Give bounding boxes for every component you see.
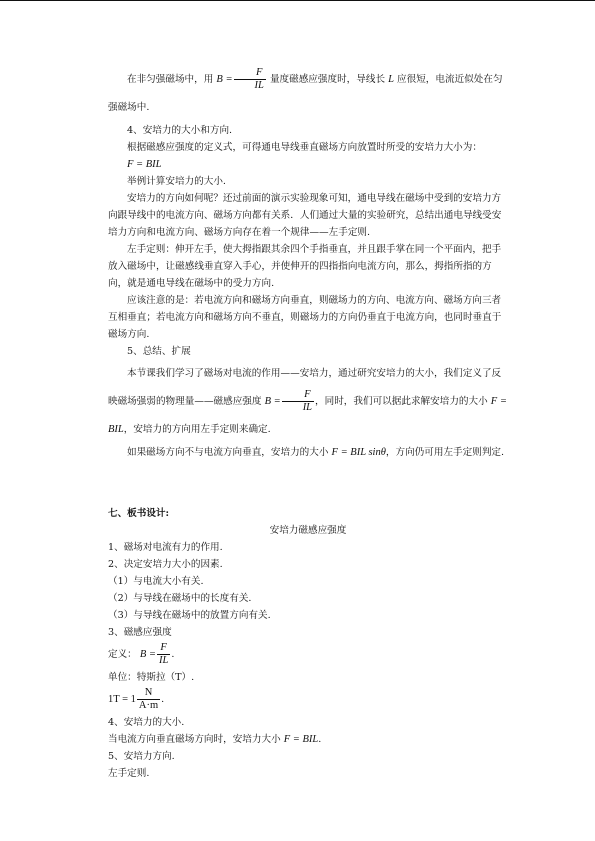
- paragraph-summary: [108, 360, 508, 444]
- text-span: .: [161, 694, 165, 705]
- fraction-F-over-IL: [234, 67, 266, 92]
- math-b-eq: B =: [216, 74, 233, 85]
- paragraph-example: 举例计算安培力的大小.: [127, 176, 226, 187]
- formula-F-BIL: F = BIL: [283, 734, 319, 745]
- fraction-denominator: IL: [254, 80, 264, 92]
- heading-summary: 5、总结、扩展: [127, 346, 191, 357]
- text-span: .: [318, 734, 322, 745]
- text-span: 如果磁场方向不与电流方向垂直，安培力的大小: [127, 447, 329, 458]
- text-span: .: [171, 649, 175, 660]
- text-span: 1T = 1: [108, 694, 136, 705]
- board-line: 2、决定安培力大小的因素.: [108, 559, 223, 570]
- paragraph-force-direction: 安培力的方向如何呢？还过前面的演示实验现象可知，通电导线在磁场中受到的安培力方向跟导线中的电流方向、磁场方向都有关系．人们通过大量的实验研究，总结出通电导线受安培力方向和电流方向、磁场方向存在着一个规律——左手定则.: [108, 193, 502, 238]
- paragraph-left-hand-rule: 左手定则：伸开左手，使大拇指跟其余四个手指垂直，并且跟手掌在同一个平面内，把手放入磁场中，让磁感线垂直穿入手心，并使伸开的四指指向电流方向，那么，拇指所指的方向，就是通电导线在磁场中的受力方向.: [108, 244, 502, 289]
- text-span: ，安培力的方向用左手定则来确定.: [123, 424, 271, 435]
- board-definition: [108, 641, 508, 669]
- formula-B-definition: [264, 389, 315, 414]
- board-line: 5、安培力方向.: [108, 751, 175, 762]
- fraction-numerator: N: [137, 687, 160, 700]
- math-b-eq: B =: [264, 396, 281, 407]
- paragraph-nonuniform-field: [108, 66, 508, 122]
- paragraph-definition: 根据磁感应强度的定义式，可得通电导线垂直磁场方向放置时所受的安培力大小为：: [127, 142, 482, 153]
- fraction-F-over-IL: [157, 642, 170, 667]
- text-span: 本节课我们学习了磁场对电流的作用——安培力，通过研究安培力的大小，我们定义了反映磁场强弱的物理量——磁感应强度: [108, 368, 502, 407]
- text-span: ，同时，我们可以据此求解安培力的大小: [315, 396, 488, 407]
- text-span: ，方向仍可用左手定则判定.: [385, 447, 505, 458]
- fraction-numerator: F: [157, 642, 170, 655]
- formula-F-BIL: F = BIL: [127, 159, 162, 170]
- board-design-heading: 七、板书设计:: [108, 508, 170, 519]
- paragraph-non-perpendicular: [108, 444, 508, 461]
- board-tesla-formula: [108, 686, 508, 714]
- text-span: 应很短，电流近似处在匀强磁场中.: [108, 74, 503, 113]
- formula-F-BIL-sin: F = BIL sinθ: [331, 447, 386, 458]
- formula-F-BIL: F = BIL: [108, 396, 507, 435]
- fraction-numerator: F: [282, 389, 314, 402]
- board-line: （2）与导线在磁场中的长度有关.: [108, 593, 252, 604]
- fraction-F-over-IL: [282, 389, 314, 414]
- board-line: 4、安培力的大小.: [108, 717, 185, 728]
- board-line: 3、磁感应强度: [108, 627, 172, 638]
- text-span: 定义：: [108, 649, 137, 660]
- math-b-eq: B =: [139, 649, 156, 660]
- symbol-L: L: [388, 74, 394, 85]
- heading-ampere-force-size: 4、安培力的大小和方向.: [127, 125, 233, 136]
- board-unit: 单位：特斯拉（T）.: [108, 672, 195, 683]
- paragraph-note: 应该注意的是：若电流方向和磁场方向垂直，则磁场力的方向、电流方向、磁场方向三者互相垂直；若电流方向和磁场方向不垂直，则磁场力的方向仍垂直于电流方向，也同时垂直于磁场方向.: [108, 295, 502, 340]
- text-span: 当电流方向垂直磁场方向时，安培力大小: [108, 734, 281, 745]
- fraction-numerator: F: [234, 67, 266, 80]
- board-line: [108, 731, 508, 748]
- board-line: 1、磁场对电流有力的作用.: [108, 542, 223, 553]
- board-line: （3）与导线在磁场中的放置方向有关.: [108, 610, 271, 621]
- fraction-denominator: IL: [302, 402, 313, 414]
- fraction-denominator: IL: [158, 655, 169, 667]
- board-line: （1）与电流大小有关.: [108, 576, 204, 587]
- formula-B-definition: [216, 67, 266, 92]
- text-span: 在非匀强磁场中，用: [127, 74, 214, 85]
- fraction-N-over-Am: [137, 687, 160, 712]
- spacer: [108, 461, 508, 505]
- top-rule: [0, 0, 595, 1]
- formula-B-definition: [139, 642, 171, 667]
- document-body: [108, 66, 508, 782]
- board-title: 安培力磁感应强度: [269, 525, 347, 536]
- board-line: 左手定则.: [108, 768, 150, 779]
- fraction-denominator: A·m: [138, 700, 159, 711]
- text-span: 量度磁感应强度时，导线长: [269, 74, 386, 85]
